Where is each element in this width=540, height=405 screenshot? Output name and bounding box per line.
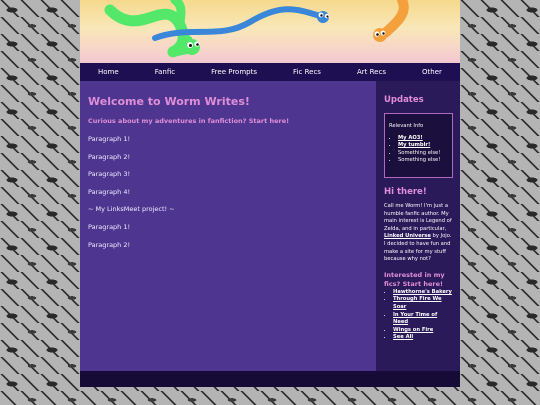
paragraph: Paragraph 1! [88,222,131,231]
main-content [80,81,376,371]
relevant-info-caption: Relevant Info [389,123,424,129]
tumblr-link[interactable]: My tumblr! [398,142,431,149]
linked-universe-link[interactable]: Linked Universe [384,233,431,240]
main-nav [80,63,460,81]
list-item [398,135,448,142]
fic-link-hawthornes-bakery[interactable]: Hawthorne's Bakery [393,288,452,295]
nav-fic-recs[interactable]: Fic Recs [293,68,321,76]
hi-heading: Hi there! [384,187,427,197]
paragraph: Paragraph 2! [88,240,131,249]
nav-free-prompts[interactable]: Free Prompts [211,68,257,76]
header-banner [80,0,460,63]
updates-heading: Updates [384,95,424,105]
list-item [393,296,453,311]
sidebar [376,81,460,371]
list-item: • Something else! [398,150,448,157]
ao3-link[interactable]: My AO3! [398,135,423,141]
paragraph: Paragraph 3! [88,170,131,179]
relevant-info-box [384,113,453,178]
fic-link-through-fire-we-soar[interactable]: Through Fire We Soar [393,296,442,310]
nav-fanfic[interactable]: Fanfic [154,68,176,76]
paragraph: Paragraph 1! [88,135,131,143]
nav-home[interactable]: Home [98,68,119,76]
worms-illustration [80,0,460,63]
list-item [393,289,453,297]
nav-other[interactable]: Other [422,68,442,76]
see-all-link[interactable]: See All [393,334,414,341]
linksmeet-line: ~ My LinksMeet project! ~ [88,205,175,214]
tagline: Curious about my adventures in fanfiction? Start here! [88,117,290,125]
paragraph: Paragraph 2! [88,152,131,161]
page-title: Welcome to Worm Writes! [88,95,250,108]
fics-heading: Interested in my fics? Start here! [384,270,445,288]
green-worm-icon [110,0,200,55]
footer [80,371,460,387]
fic-link-wings-on-fire[interactable]: Wings on Fire [393,326,434,333]
page-container [80,0,460,387]
fic-link-in-your-time-of-need[interactable]: In Your Time of Need [393,311,438,326]
list-item [398,142,448,149]
nav-art-recs[interactable]: Art Recs [356,68,386,76]
fics-list [384,289,453,342]
orange-worm-icon [373,0,404,42]
list-item [393,334,453,342]
bio-after: by Jojo. I decided to have fun and make a site for my stuff because why not? [384,233,452,263]
list-item [393,312,453,327]
list-item [393,327,453,335]
bio-before: Call me Worm! I'm just a humble fanfic author. My main interest is Legend of Zelda, and in particular, [384,203,452,232]
relevant-info-list [389,135,448,164]
bio-text [384,203,453,264]
paragraph: Paragraph 4! [88,187,131,196]
list-item: • Something else! [398,157,448,164]
